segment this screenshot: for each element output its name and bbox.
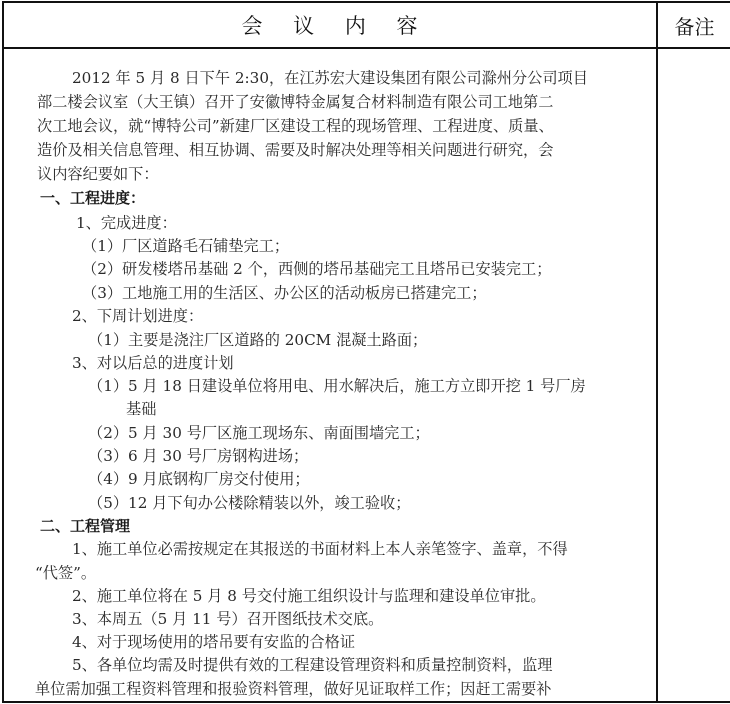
section-heading-progress: 一、工程进度： [40,189,146,207]
intro-line-4: 造价及相关信息管理、相互协调、需要及时解决处理等相关问题进行研究，会 [37,141,554,159]
subsection-heading-overall-plan: 3、对以后总的进度计划 [72,354,234,372]
table-column-divider [656,1,658,703]
management-item-5-continued: 单位需加强工程资料管理和报验资料管理，做好见证取样工作；因赶工需要补 [35,680,552,698]
management-item-2: 2、施工单位将在 5 月 8 号交付施工组织设计与监理和建设单位审批。 [72,587,546,605]
completed-item-2: （2）研发楼塔吊基础 2 个，西侧的塔吊基础完工且塔吊已安装完工； [82,260,552,278]
intro-line-1: 2012 年 5 月 8 日下午 2:30，在江苏宏大建设集团有限公司滁州分公司项目 [72,69,588,87]
management-item-3: 3、本周五（5 月 11 号）召开图纸技术交底。 [72,610,384,628]
note-column-header: 备注 [674,14,715,39]
intro-line-5: 议内容纪要如下： [37,165,159,183]
plan-item-1: （1）5 月 18 日建设单位将用电、用水解决后，施工方立即开挖 1 号厂房 [88,377,586,395]
subsection-heading-next-week: 2、下周计划进度： [72,307,204,325]
completed-item-3: （3）工地施工用的生活区、办公区的活动板房已搭建完工； [82,284,487,302]
note-cell [659,49,730,701]
management-item-5: 5、各单位均需及时提供有效的工程建设管理资料和质量控制资料，监理 [72,656,553,674]
next-week-item-1: （1）主要是浇注厂区道路的 20CM 混凝土路面； [88,331,428,349]
table-bottom-border [2,701,730,703]
management-item-1: 1、施工单位必需按规定在其报送的书面材料上本人亲笔签字、盖章，不得 [72,540,568,558]
subsection-heading-completed: 1、完成进度： [76,214,177,232]
completed-item-1: （1）厂区道路毛石铺垫完工； [82,237,290,255]
table-left-border [2,1,4,703]
section-heading-management: 二、工程管理 [40,517,131,535]
intro-line-2: 部二楼会议室（大王镇）召开了安徽博特金属复合材料制造有限公司工地第二 [37,93,554,111]
management-item-1-continued: “代签”。 [35,564,97,582]
content-column-header: 会 议 内 容 [241,14,430,38]
plan-item-3: （3）6 月 30 号厂房钢构进场； [88,447,309,465]
plan-item-1-continued: 基础 [126,400,157,418]
plan-item-4: （4）9 月底钢构厂房交付使用； [88,470,310,488]
intro-line-3: 次工地会议，就“博特公司”新建厂区建设工程的现场管理、工程进度、质量、 [37,117,554,135]
management-item-4: 4、对于现场使用的塔吊要有安监的合格证 [72,633,356,651]
plan-item-2: （2）5 月 30 号厂区施工现场东、南面围墙完工； [88,424,430,442]
plan-item-5: （5）12 月下旬办公楼除精装以外，竣工验收； [88,494,411,512]
